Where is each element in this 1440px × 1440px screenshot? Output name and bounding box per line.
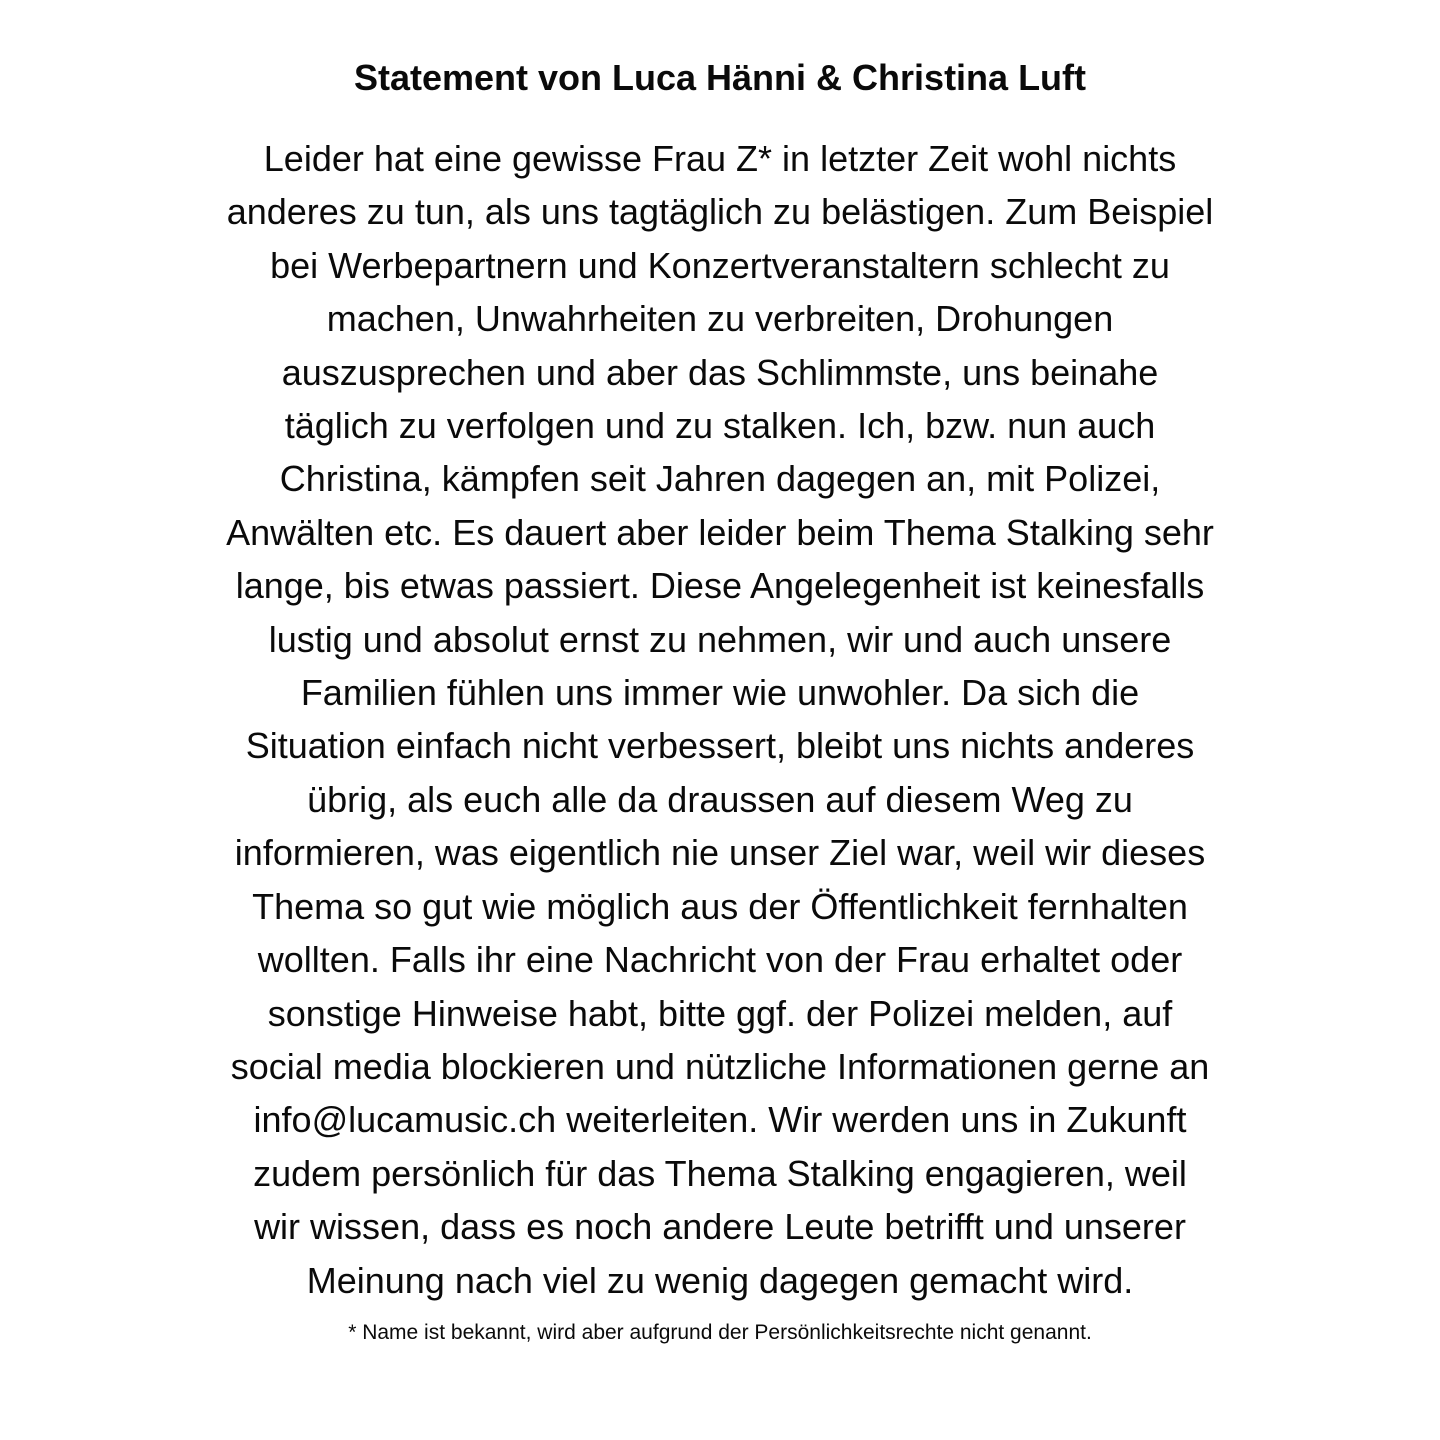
- statement-line: Familien fühlen uns immer wie unwohler. Da sich die: [300, 672, 1140, 714]
- statement-line: machen, Unwahrheiten zu verbreiten, Drohungen: [326, 298, 1114, 340]
- statement-line: zudem persönlich für das Thema Stalking engagieren, weil: [253, 1152, 1187, 1194]
- statement-line: Anwälten etc. Es dauert aber leider beim Thema Stalking sehr: [226, 511, 1214, 553]
- statement-line: täglich zu verfolgen und zu stalken. Ich, bzw. nun auch: [284, 405, 1156, 447]
- statement-body: [0, 132, 1440, 1307]
- statement-line: bei Werbepartnern und Konzertveranstaltern schlecht zu: [270, 244, 1170, 286]
- statement-line: wir wissen, dass es noch andere Leute betrifft und unserer: [254, 1206, 1186, 1248]
- statement-line: informieren, was eigentlich nie unser Ziel war, weil wir dieses: [234, 832, 1206, 874]
- statement-line: lange, bis etwas passiert. Diese Angelegenheit ist keinesfalls: [235, 565, 1205, 607]
- statement-line: übrig, als euch alle da draussen auf diesem Weg zu: [307, 778, 1133, 820]
- statement-line: lustig und absolut ernst zu nehmen, wir und auch unsere: [268, 618, 1172, 660]
- footnote: * Name ist bekannt, wird aber aufgrund der Persönlichkeitsrechte nicht genannt.: [348, 1321, 1092, 1344]
- statement-line: Thema so gut wie möglich aus der Öffentlichkeit fernhalten: [252, 885, 1188, 927]
- statement-line: anderes zu tun, als uns tagtäglich zu belästigen. Zum Beispiel: [226, 191, 1214, 233]
- statement-line: sonstige Hinweise habt, bitte ggf. der Polizei melden, auf: [267, 992, 1173, 1034]
- statement-line: Leider hat eine gewisse Frau Z* in letzter Zeit wohl nichts: [263, 138, 1177, 179]
- statement-line: social media blockieren und nützliche Informationen gerne an: [230, 1045, 1210, 1087]
- statement-title: Statement von Luca Hänni & Christina Luft: [353, 57, 1087, 98]
- statement-line: Christina, kämpfen seit Jahren dagegen an, mit Polizei,: [279, 458, 1161, 500]
- statement-line: info@lucamusic.ch weiterleiten. Wir werden uns in Zukunft: [253, 1099, 1187, 1141]
- statement-line: wollten. Falls ihr eine Nachricht von der Frau erhaltet oder: [257, 939, 1183, 981]
- statement-line: Meinung nach viel zu wenig dagegen gemacht wird.: [306, 1259, 1134, 1301]
- statement-line: auszusprechen und aber das Schlimmste, uns beinahe: [281, 351, 1159, 393]
- statement-line: Situation einfach nicht verbessert, bleibt uns nichts anderes: [245, 725, 1195, 767]
